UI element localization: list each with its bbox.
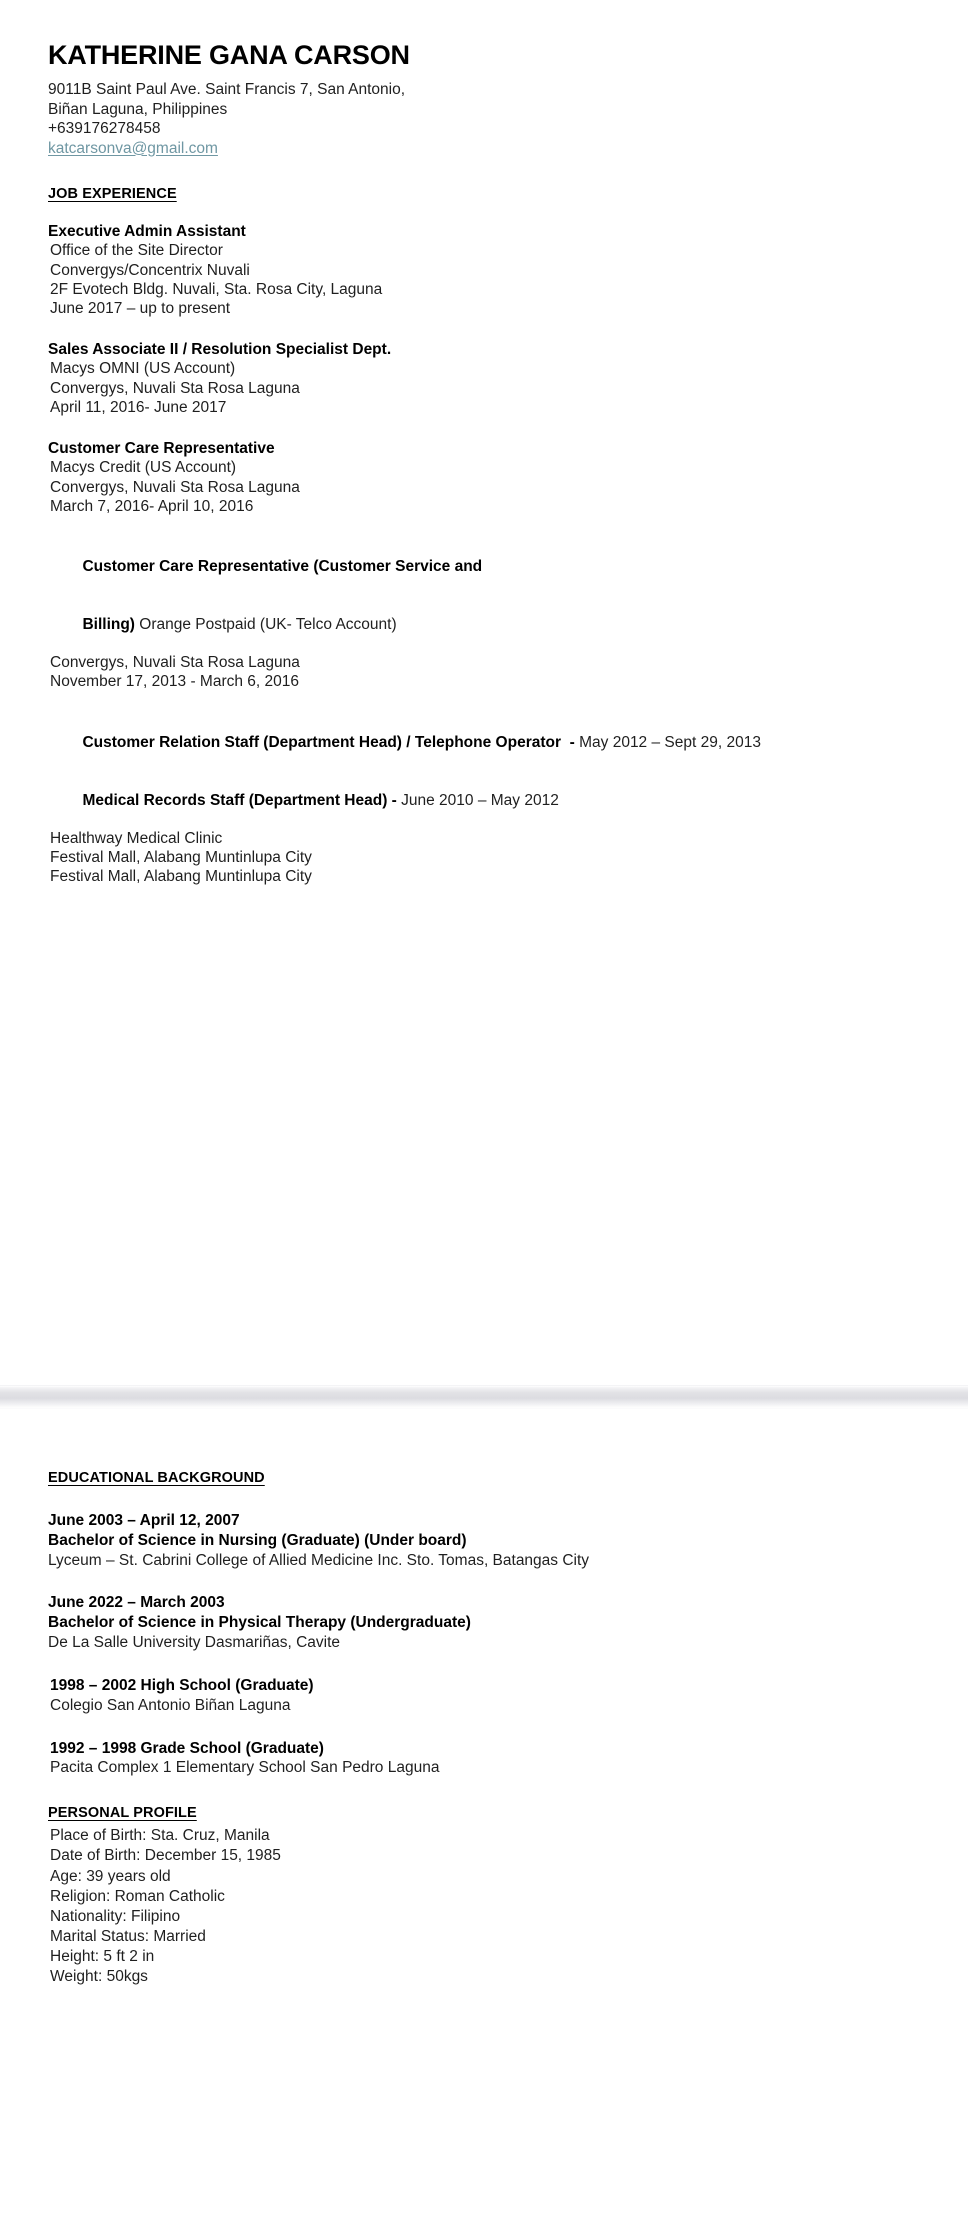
job-title: [48, 538, 920, 596]
resume-page-2: [0, 1409, 968, 2169]
phone-number: +639176278458: [48, 120, 161, 138]
profile-item-marital-status: Marital Status: Married: [50, 1927, 206, 1945]
job-role-2-dash: -: [391, 791, 402, 809]
profile-item-weight: Weight: 50kgs: [50, 1968, 148, 1986]
job-experience-heading-wrap: [48, 185, 920, 203]
job-entry: [48, 714, 920, 887]
job-account: Orange Postpaid (UK- Telco Account): [134, 615, 397, 633]
job-detail: Convergys, Nuvali Sta Rosa Laguna: [50, 478, 300, 496]
job-employer: Healthway Medical Clinic: [50, 830, 223, 848]
job-entry: [48, 439, 920, 516]
job-detail: Convergys, Nuvali Sta Rosa Laguna: [50, 379, 300, 397]
job-entry: [48, 222, 920, 318]
job-detail: Convergys, Nuvali Sta Rosa Laguna: [50, 654, 300, 672]
job-dates: April 11, 2016- June 2017: [50, 398, 227, 416]
education-entry: [48, 1511, 920, 1570]
education-entry: [48, 1739, 920, 1779]
education-school: Lyceum – St. Cabrini College of Allied Medicine Inc. Sto. Tomas, Batangas City: [48, 1551, 590, 1569]
job-title-part-2: Billing): [82, 615, 135, 633]
job-location: Festival Mall, Alabang Muntinlupa City: [50, 849, 312, 867]
job-dates: March 7, 2016- April 10, 2016: [50, 497, 254, 515]
job-dates: June 2017 – up to present: [50, 299, 231, 317]
personal-profile-heading-wrap: [48, 1804, 920, 1822]
address-line-2: Biñan Laguna, Philippines: [48, 100, 228, 118]
job-entry: [48, 340, 920, 417]
job-experience-heading: JOB EXPERIENCE: [48, 186, 177, 203]
personal-profile-list: [48, 1826, 920, 1987]
job-title-role-2: [48, 771, 920, 829]
job-role-1-dash: -: [565, 733, 580, 751]
job-title-part-1: Customer Care Representative (Customer Service and: [82, 558, 483, 576]
job-detail: 2F Evotech Bldg. Nuvali, Sta. Rosa City, Laguna: [50, 280, 383, 298]
job-role-1-label: Customer Relation Staff (Department Head) / Telephone Operator: [82, 733, 566, 751]
page-1-bottom-whitespace: [48, 909, 920, 1209]
job-detail: Convergys/Concentrix Nuvali: [50, 261, 250, 279]
address-line-1: 9011B Saint Paul Ave. Saint Francis 7, San Antonio,: [48, 81, 406, 99]
education-degree: 1992 – 1998 Grade School (Graduate): [50, 1739, 324, 1757]
education-school: Colegio San Antonio Biñan Laguna: [50, 1696, 291, 1714]
job-title: Executive Admin Assistant: [48, 223, 246, 241]
job-entry: [48, 538, 920, 692]
profile-item-height: Height: 5 ft 2 in: [50, 1948, 155, 1966]
job-title: Sales Associate II / Resolution Specialist Dept.: [48, 341, 392, 359]
job-detail: Office of the Site Director: [50, 242, 223, 260]
education-entry: [48, 1593, 920, 1652]
personal-profile-heading: PERSONAL PROFILE: [48, 1805, 197, 1822]
profile-item-nationality: Nationality: Filipino: [50, 1907, 181, 1925]
educational-background-heading: EDUCATIONAL BACKGROUND: [48, 1470, 265, 1486]
email-link[interactable]: katcarsonva@gmail.com: [48, 139, 218, 157]
job-role-2-dates: June 2010 – May 2012: [401, 791, 559, 809]
job-role-1-dates: May 2012 – Sept 29, 2013: [579, 733, 761, 751]
education-entry: [48, 1676, 920, 1716]
education-school: De La Salle University Dasmariñas, Cavite: [48, 1634, 341, 1652]
candidate-name: KATHERINE GANA CARSON: [48, 40, 410, 70]
job-title-continued: [48, 596, 920, 654]
job-detail: Macys OMNI (US Account): [50, 360, 236, 378]
education-degree: Bachelor of Science in Physical Therapy (Undergraduate): [48, 1614, 471, 1632]
education-degree: 1998 – 2002 High School (Graduate): [50, 1676, 314, 1694]
job-location: Festival Mall, Alabang Muntinlupa City: [50, 868, 312, 886]
job-role-2-label: Medical Records Staff (Department Head): [82, 791, 392, 809]
job-detail: Macys Credit (US Account): [50, 459, 237, 477]
profile-item-place-of-birth: Place of Birth: Sta. Cruz, Manila: [50, 1827, 270, 1845]
profile-item-date-of-birth: Date of Birth: December 15, 1985: [50, 1847, 281, 1865]
profile-item-religion: Religion: Roman Catholic: [50, 1887, 225, 1905]
profile-item-age: Age: 39 years old: [50, 1867, 171, 1885]
job-dates: November 17, 2013 - March 6, 2016: [50, 673, 299, 691]
education-dates: June 2022 – March 2003: [48, 1594, 225, 1612]
education-degree: Bachelor of Science in Nursing (Graduate) (Under board): [48, 1531, 467, 1549]
educational-background-heading-wrap: [48, 1469, 920, 1487]
job-title-role-1: [48, 714, 920, 772]
job-title: Customer Care Representative: [48, 440, 275, 458]
page-break-divider: [0, 1385, 968, 1409]
education-dates: June 2003 – April 12, 2007: [48, 1512, 240, 1529]
education-school: Pacita Complex 1 Elementary School San Pedro Laguna: [50, 1759, 440, 1777]
